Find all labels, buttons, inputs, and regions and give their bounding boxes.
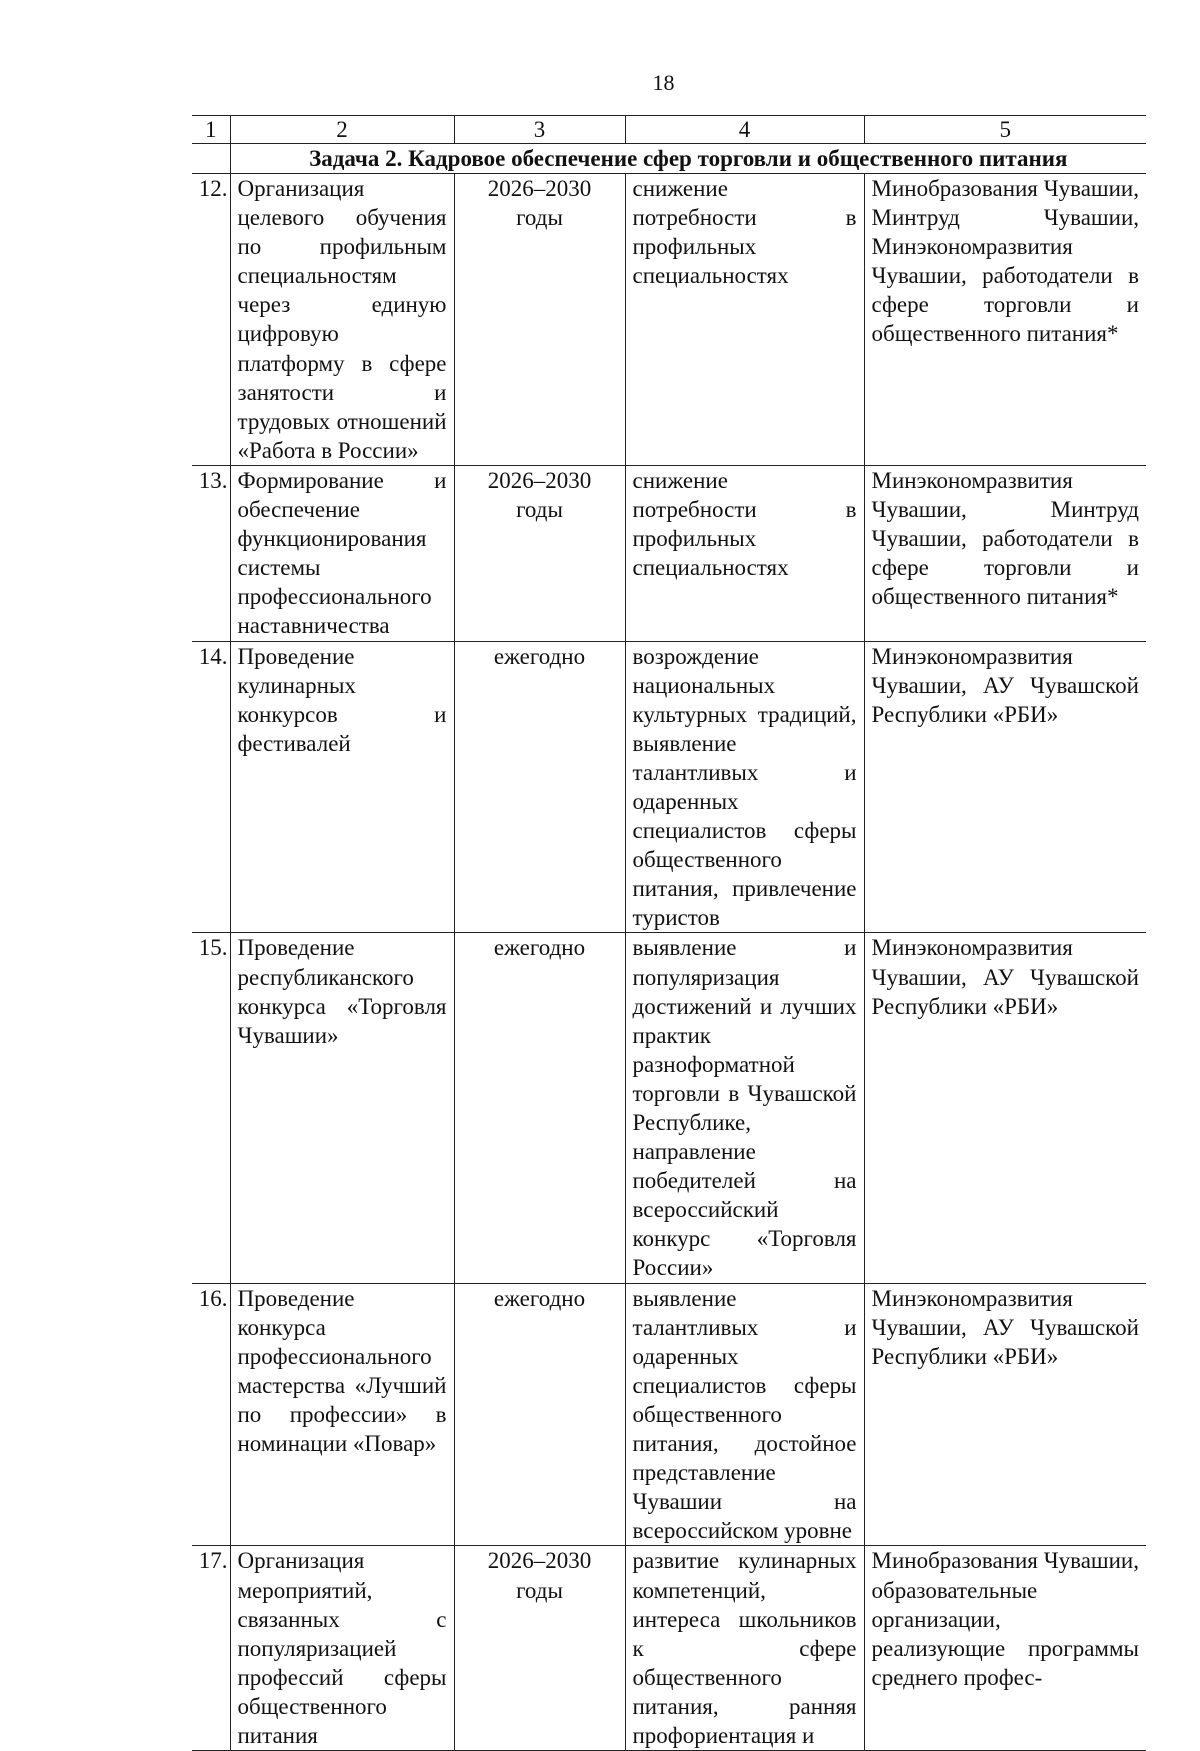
- activity-cell: Проведение республиканского конкурса «Торговля Чувашии»: [230, 933, 454, 1283]
- column-number: 1: [192, 116, 230, 144]
- result-cell: снижение потребности в профильных специальностях: [625, 174, 864, 466]
- row-number: 14.: [192, 641, 230, 933]
- period-cell: ежегодно: [454, 1283, 625, 1546]
- activity-cell: Организация целевого обучения по профильным специальностям через единую цифровую платформу в сфере занятости и трудовых отношений «Работа в России»: [230, 174, 454, 466]
- responsible-cell: Минэкономразвития Чувашии, Минтруд Чувашии, работодатели в сфере торговли и общественного питания*: [864, 465, 1146, 641]
- row-number: 16.: [192, 1283, 230, 1546]
- table-row: [192, 1546, 1146, 1751]
- result-cell: возрождение национальных культурных традиций, выявление талантливых и одаренных специалистов сферы общественного питания, привлечение туристов: [625, 641, 864, 933]
- section-title: Задача 2. Кадровое обеспечение сфер торговли и общественного питания: [230, 144, 1146, 174]
- column-number-row: [192, 116, 1146, 144]
- period-cell: 2026–2030 годы: [454, 1546, 625, 1751]
- column-number: 2: [230, 116, 454, 144]
- row-number: 12.: [192, 174, 230, 466]
- table-row: [192, 641, 1146, 933]
- row-number: 15.: [192, 933, 230, 1283]
- activity-cell: Проведение конкурса профессионального мастерства «Лучший по профессии» в номинации «Повар»: [230, 1283, 454, 1546]
- result-cell: выявление талантливых и одаренных специалистов сферы общественного питания, достойное представление Чувашии на всероссийском уровне: [625, 1283, 864, 1546]
- activity-cell: Организация мероприятий, связанных с популяризацией профессий сферы общественного питания: [230, 1546, 454, 1751]
- responsible-cell: Минобразования Чувашии, Минтруд Чувашии, Минэкономразвития Чувашии, работодатели в сфере торговли и общественного питания*: [864, 174, 1146, 466]
- result-cell: выявление и популяризация достижений и лучших практик разноформатной торговли в Чувашской Республике, направление победителей на всероссийский конкурс «Торговля России»: [625, 933, 864, 1283]
- page-number: 18: [652, 70, 675, 95]
- responsible-cell: Минэкономразвития Чувашии, АУ Чувашской Республики «РБИ»: [864, 641, 1146, 933]
- column-number: 4: [625, 116, 864, 144]
- column-number: 3: [454, 116, 625, 144]
- responsible-cell: Минобразования Чувашии, образовательные организации, реализующие программы среднего профес-: [864, 1546, 1146, 1751]
- period-cell: 2026–2030 годы: [454, 174, 625, 466]
- period-cell: 2026–2030 годы: [454, 465, 625, 641]
- responsible-cell: Минэкономразвития Чувашии, АУ Чувашской Республики «РБИ»: [864, 1283, 1146, 1546]
- section-heading-row: [192, 144, 1146, 174]
- result-cell: развитие кулинарных компетенций, интереса школьников к сфере общественного питания, ранняя профориентация и: [625, 1546, 864, 1751]
- row-number: 17.: [192, 1546, 230, 1751]
- activity-cell: Проведение кулинарных конкурсов и фестивалей: [230, 641, 454, 933]
- period-cell: ежегодно: [454, 933, 625, 1283]
- table-row: [192, 174, 1146, 466]
- section-heading-spacer: [192, 144, 230, 174]
- activity-cell: Формирование и обеспечение функционирования системы профессионального наставничества: [230, 465, 454, 641]
- row-number: 13.: [192, 465, 230, 641]
- table-row: [192, 465, 1146, 641]
- table-row: [192, 933, 1146, 1283]
- column-number: 5: [864, 116, 1146, 144]
- result-cell: снижение потребности в профильных специальностях: [625, 465, 864, 641]
- measures-table: [192, 115, 1146, 1751]
- responsible-cell: Минэкономразвития Чувашии, АУ Чувашской Республики «РБИ»: [864, 933, 1146, 1283]
- period-cell: ежегодно: [454, 641, 625, 933]
- table-row: [192, 1283, 1146, 1546]
